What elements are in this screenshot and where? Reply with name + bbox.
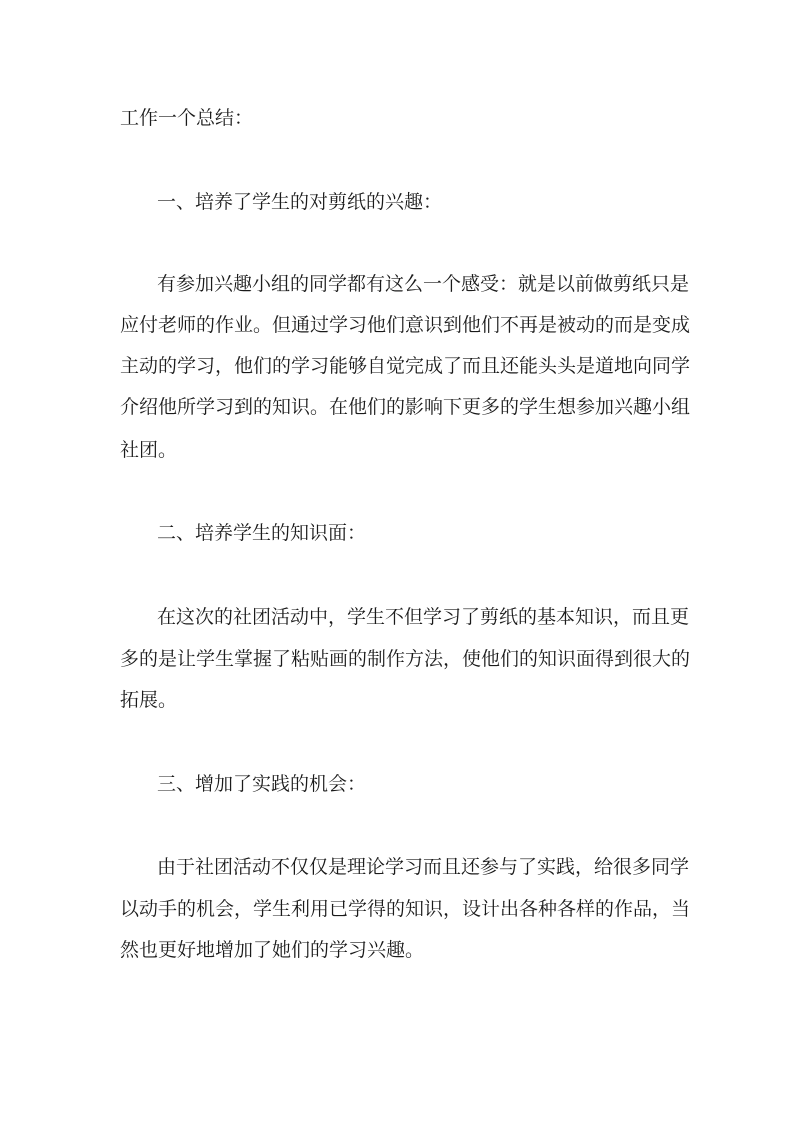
section-2-line-2: 多的是让学生掌握了粘贴画的制作方法，使他们的知识面得到很大的 [120,648,691,670]
document-title: 工作一个总结： [120,107,254,129]
section-1-line-1: 有参加兴趣小组的同学都有这么一个感受：就是以前做剪纸只是 [157,273,690,295]
section-1-line-5: 社团。 [120,439,178,461]
section-1-line-2: 应付老师的作业。但通过学习他们意识到他们不再是被动的而是变成 [120,314,691,336]
section-3-line-2: 以动手的机会，学生利用已学得的知识，设计出各种各样的作品，当 [120,898,691,920]
section-1-line-4: 介绍他所学习到的知识。在他们的影响下更多的学生想参加兴趣小组 [120,396,691,418]
section-1-line-3: 主动的学习，他们的学习能够自觉完成了而且还能头头是道地向同学 [120,355,691,377]
section-2-line-1: 在这次的社团活动中，学生不但学习了剪纸的基本知识，而且更 [157,606,690,628]
section-2-line-3: 拓展。 [120,689,178,711]
section-2-heading: 二、培养学生的知识面： [157,522,367,544]
section-3-heading: 三、增加了实践的机会： [157,773,367,795]
section-3-line-1: 由于社团活动不仅仅是理论学习而且还参与了实践，给很多同学 [157,856,690,878]
section-3-line-3: 然也更好地增加了她们的学习兴趣。 [120,939,425,961]
section-1-heading: 一、培养了学生的对剪纸的兴趣： [157,191,443,213]
